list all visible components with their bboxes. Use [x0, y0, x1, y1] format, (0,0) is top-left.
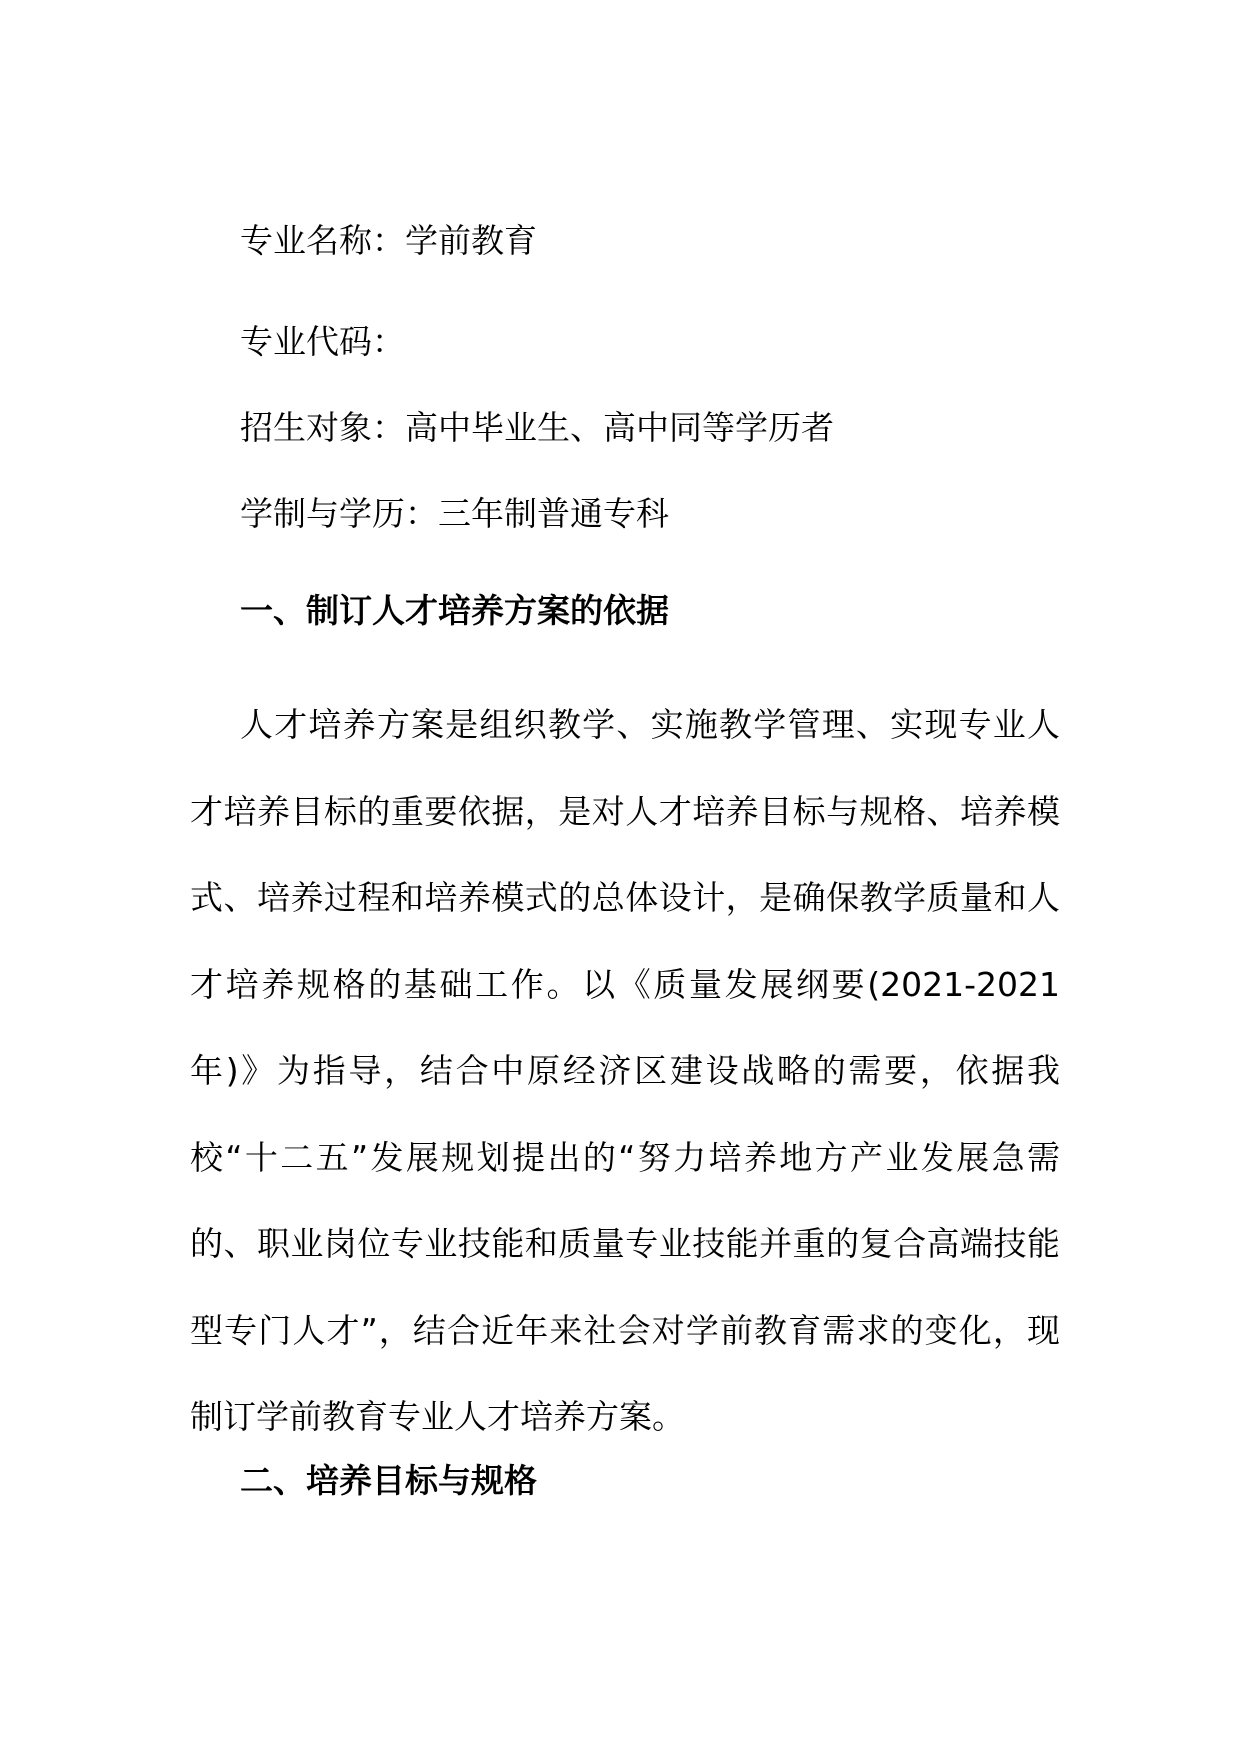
- section-1-paragraph: 人才培养方案是组织教学、实施教学管理、实现专业人才培养目标的重要依据，是对人才培养目标与规格、培养模式、培养过程和培养模式的总体设计，是确保教学质量和人才培养规格的基础工作。以《质量发展纲要(2021-2021年)》为指导，结合中原经济区建设战略的需要，依据我校“十二五”发展规划提出的“努力培养地方产业发展急需的、职业岗位专业技能和质量专业技能并重的复合高端技能型专门人才”，结合近年来社会对学前教育需求的变化，现制订学前教育专业人才培养方案。: [190, 705, 1060, 1436]
- section-2-heading: 二、培养目标与规格: [240, 1461, 537, 1500]
- section-1-heading: 一、制订人才培养方案的依据: [240, 591, 669, 630]
- enrollment-target-field: 招生对象：高中毕业生、高中同等学历者: [240, 408, 834, 447]
- major-name-field: 专业名称：学前教育: [240, 221, 537, 260]
- duration-field: 学制与学历：三年制普通专科: [240, 494, 669, 533]
- major-code-field: 专业代码：: [240, 322, 405, 361]
